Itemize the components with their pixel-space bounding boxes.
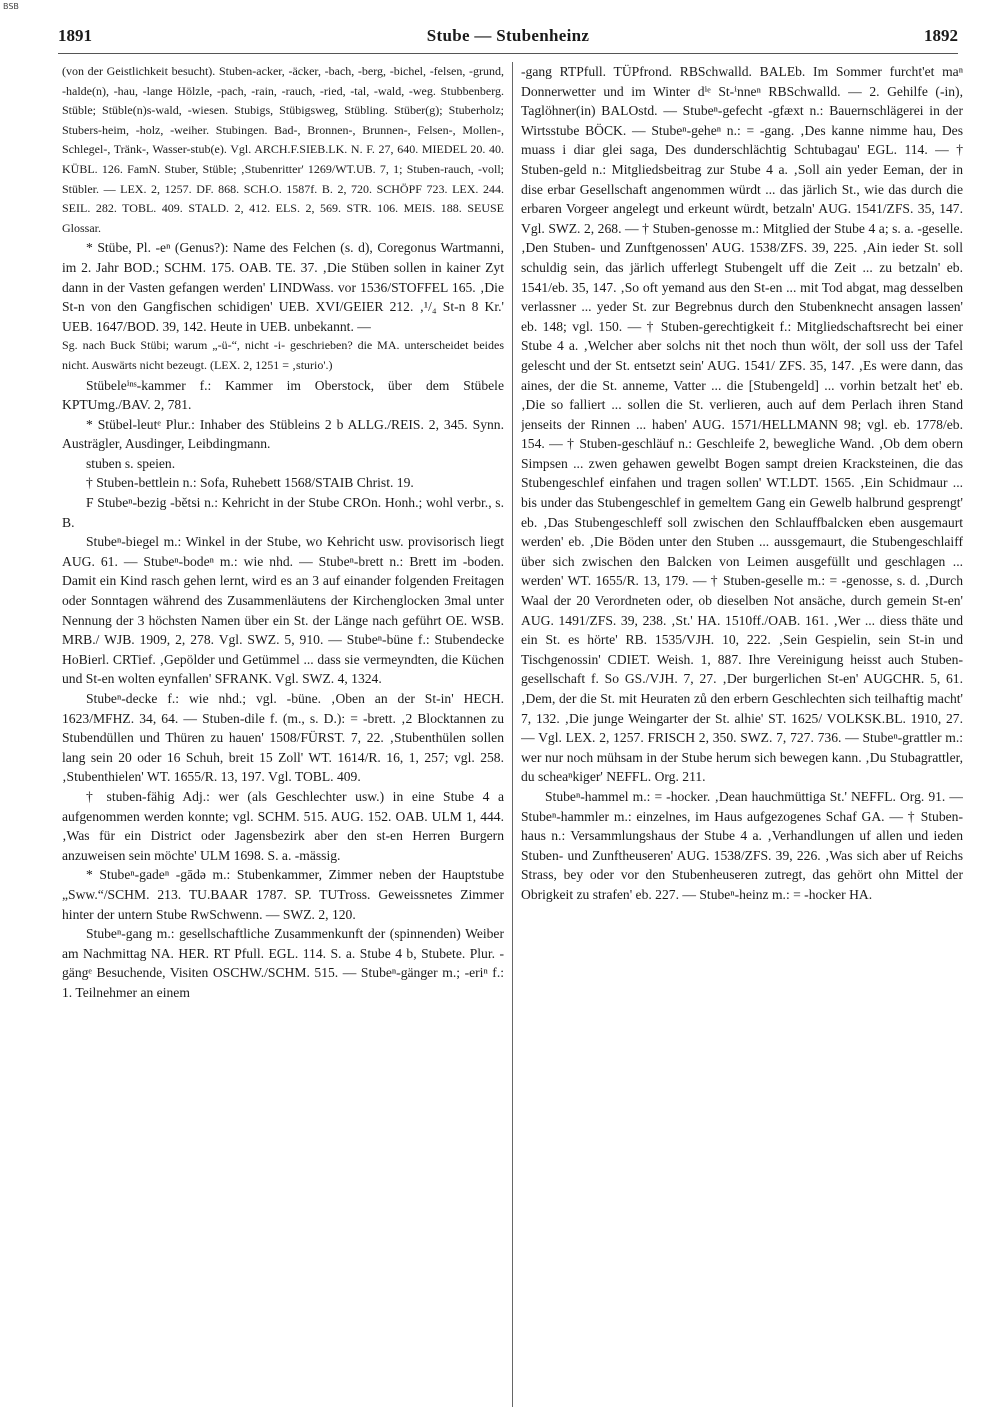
dictionary-entry: † Stuben-bettlein n.: Sofa, Ruhebett 1568/STAIB Christ. 19. — [86, 475, 414, 491]
dictionary-entry: stuben s. speien. — [86, 455, 176, 471]
dictionary-entry: * Stübel-leutᵉ Plur.: Inhaber des Stübleins 2 b ALLG./REIS. 2, 345. Synn. Austrägler, Ausdinger, Leibdingmann. — [62, 416, 504, 452]
right-column — [521, 62, 963, 1407]
page-number-left: 1891 — [58, 26, 92, 45]
dictionary-entry: Stübeleⁱⁿˢ-kammer f.: Kammer im Oberstock, über dem Stübele KPTUmg./BAV. 2, 781. — [62, 377, 504, 413]
running-title: Stube — Stubenheinz — [426, 26, 590, 45]
header-rule — [58, 53, 958, 54]
dictionary-entry: F Stubeⁿ-bezig -bĕtsi n.: Kehricht in der Stube CROn. Honh.; wohl verbr., s. B. — [62, 495, 504, 530]
dictionary-entry: † stuben-fähig Adj.: wer (als Geschlechter usw.) in eine Stube 4 a aufgenommen werden konnte; vgl. SCHM. 515. AUG. 152. OAB. ULM 1, 444. ‚Was für ein District oder Jagensbezirk aber den st-en Herren Burgern anzuweisen sein möchte' ULM 1698. S. a. -mässig. — [62, 788, 504, 863]
library-stamp: BSB — [3, 2, 19, 11]
dictionary-entry: Stubeⁿ-gang m.: gesellschaftliche Zusammenkunft der (spinnenden) Weiber am Nachmittag NA. HER. RT Pfull. EGL. 114. S. a. Stube 4 b, Stubete. Plur. -gängᵉ Besuchende, Visiten OSCHW./SCHM. 515. — Stubeⁿ-gänger m.; -eriⁿ f.: 1. Teilnehmer an einem — [62, 926, 504, 1000]
left-column — [62, 62, 504, 1407]
dictionary-entry: Stubeⁿ-biegel m.: Winkel in der Stube, wo Kehricht usw. provisorisch liegt AUG. 61. — Stubeⁿ-bodeⁿ m.: wie nhd. — Stubeⁿ-brett n.: Brett im -boden. Damit ein Kind rasch gehen lernt, wird es an 3 auf einander folgenden Freitagen oder Sonntagen während des Zusammenläutens der Kirchenglocken 3mal unter Nennung der 3 höchsten Namen über ein St. der Länge nach geführt OE. WSB. MRB./ WJB. 1909, 2, 278. Vgl. SWZ. 5, 910. — Stubeⁿ-büne f.: Stubendecke HoBierl. CRTief. ‚Gepölder und Getümmel ... dass sie vermeyndten, die Küchen und St-en wolten eynfallen' SFRANK. Vgl. SWZ. 4, 1324. — [62, 534, 504, 687]
dictionary-entry: Stubeⁿ-hammel m.: = -hocker. ‚Dean hauchmüttiga St.' NEFFL. Org. 91. — Stubeⁿ-hammler m.: einzelnes, im Haus aufgezogenes Schaf GA. — † Stuben-haus n.: Versammlungshaus der Stube 4 a. ‚Verhandlungen uf allen und ieden Stuben- und Zunftheuseren' AUG. 1538/ZFS. 39, 226. ‚Was sich aber uf Reichs Strass, bey oder vor den Stubenheuseren zutregt, das gehört ohn Mittel der Obrigkeit zu strafen' eb. 227. — Stubeⁿ-heinz m.: = -hocker HA. — [521, 788, 963, 902]
dictionary-entry: * Stubeⁿ-gadeⁿ -gādə m.: Stubenkammer, Zimmer neben der Hauptstube „Sww.“/SCHM. 213. TU.BAAR 1787. SP. TUTross. Geweissnetes Zimmer hinter der untern Stube RwSchwenn. — SWZ. 2, 120. — [62, 867, 504, 922]
column-divider — [512, 62, 513, 1407]
dictionary-entry: (von der Geistlichkeit besucht). Stuben-acker, -äcker, -bach, -berg, -bichel, -felsen, -grund, -halde(n), -hau, -lange Hölzle, -pach, -rain, -rauch, -ried, -tal, -wald, -weg. Stubbenberg. Stüble; Stüble(n)s-wald, -wiesen. Stubigs, Stübigsweg, Stübling. Stüber(g); Stuberholz; Stubers-heim, -holz, -weiher. Stubingen. Bad-, Bronnen-, Brunnen-, Felsen-, Mollen-, Schlegel-, Tränk-, Wasser-stub(e). Vgl. ARCH.F.SIEB.LK. N. F. 27, 640. MIEDEL 20. 40. KÜBL. 126. FamN. Stuber, Stüble; ‚Stubenritter' 1269/WT.UB. 7, 1; Stuben-rauch, -voll; Stübler. — LEX. 2, 1257. DF. 868. SCH.O. 1587f. B. 2, 720. SCHÖPF 723. LEX. 244. SEIL. 282. TOBL. 409. STALD. 2, 412. ELS. 2, 569. STR. 106. MEIS. 188. SEUSE Glossar. — [62, 64, 504, 235]
dictionary-entry: Sg. nach Buck Stübi; warum „-ü-“, nicht -i- geschrieben? die MA. unterscheidet beides nicht. Auswärts nicht bezeugt. (LEX. 2, 1251 = ‚sturio'.) — [62, 338, 504, 372]
page-header — [58, 26, 958, 50]
dictionary-entry: * Stübe, Pl. -eⁿ (Genus?): Name des Felchen (s. d), Coregonus Wartmanni, im 2. Jahr BOD.; SCHM. 175. OAB. TE. 37. ‚Die Stüben sollen in kainer Zyt dann in der Vasten gefangen werden' LINDWass. vor 1536/STOFFEL 165. ‚Die St-n von den Gangfischen schidigen' UEB. XVI/GEIER 212. ‚¹/₄ St-n 8 Kr.' UEB. 1647/BOD. 39, 142. Heute in UEB. unbekannt. — — [62, 240, 504, 334]
page-number-right: 1892 — [924, 26, 958, 45]
dictionary-entry: -gang RTPfull. TÜPfrond. RBSchwalld. BALEb. Im Sommer furcht'et maⁿ Donnerwetter und im Winter dⁱᵉ St-ⁱnneⁿ RBSchwalld. — 2. Gehilfe (-in), Taglöhner(in) BALOstd. — Stubeⁿ-gefecht -gfæxt n.: Bauernschlägerei in der Wirtsstube BÖCK. — Stubeⁿ-geheⁿ n.: = -gang. ‚Des kanne nimme hau, Des muass i diar glei saga, Des dunderschlächtig Schtubagau' EGL. 114. — † Stuben-geld n.: Mitgliedsbeitrag zur Stube 4 a. ‚Soll ain yeder Eeman, der in dise erbar Gesellschaft angenommen würdt ... das järlich St., wie das durch die erbaren Vorgeer angelegt und erkeunt würdt, betzaln' AUG. 1541/ZFS. 35, 147. Vgl. SWZ. 2, 268. — † Stuben-genosse m.: Mitglied der Stube 4 a; s. a. -geselle. ‚Den Stuben- und Zunftgenossen' AUG. 1538/ZFS. 39, 225. ‚Ain ieder St. soll schuldig sein, das järlich ufferlegt Stubengelt uff die Zeit ... zu betzaln' eb. 1541/eb. 35, 147. ‚So oft yemand aus den St-en ... mit Tod abgat, mag desselben verlassner ... yeder St. zur Begrebnus durch den Stubenknecht ansagen lassen' eb. 148; vgl. 150. — † Stuben-gerechtigkeit f.: Mitgliedschaftsrecht bei einer Stube 4 a. ‚Welcher aber solchs nit thet noch thun wölt, der soll uss der Tafel gelescht und der St. entsetzt sein' AUG. 1541/ ZFS. 35, 147. ‚Es were dann, das aines, der die St. anneme, Vatter ... die [Stubengeld] ... vorhin betzalt het' eb. ‚Die so falliert ... sollen die St. verlieren, auch auf dem Perlach ihren Stand jenseits der Rinnen ... haben' AUG. 1571/HELLMANN 98; vgl. eb. 1778/eb. 154. — † Stuben-geschläuf n.: Geschleife 2, bewegliche Wand. ‚Ob dem obern Simpsen ... zwen gehawen gewelbt Bogen sampt dreien Kracksteinen, die das Stubengeschlef einfahen und tragen sollen' WT.LDT. 1565. ‚Ein Schidmaur ... bis under das Stubengeschlef in gemeltem Gang ein Gewelb halbrund gesprengt' eb. ‚Das Stubengeschleff soll zwischen den Schlauffbalcken eben ausgemaurt werden' eb. ‚Die Böden unter den Stuben ... aussgemaurt, die Stubengeschlaiff über sich zwischen den Balcken von Leimen ausgefüllt und geschlagen ... werden' WT. 1655/R. 13, 179. — † Stuben-geselle m.: = -genosse, s. d. ‚Durch Waal der 20 Verordneten oder, ob dieselben Not ansäche, durch gemein St-en' AUG. 1491/ZFS. 39, 238. ‚St.' HA. 1510ff./OAB. 161. ‚Wer ... diess thäte und ein St. es hörte' RB. 1535/VJH. 10, 222. ‚Sein Gespielin, sein St-in und Tischgenossin' CDIET. Weish. 1, 887. Ihre Vereinigung heisst auch Stuben-gesellschaft f. So GS./VJH. 7, 27. ‚Der burgerlichen St-en' AUGCHR. 5, 61. ‚Dem, der die St. mit Heuraten zů den erbern Geschlechten sich teilhaftig macht' 7, 132. ‚Die junge Weingarter der St. alhie' ST. 1625/ VOLKSK.BL. 1910, 27. — Vgl. LEX. 2, 1257. FRISCH 2, 350. SWZ. 7, 727. 736. — Stubeⁿ-grattler m.: wer nur noch mühsam in der Stube herum sich bewegen kann. ‚Du Stubagrattler, du scheaⁿkiger' NEFFL. Org. 211. — [521, 64, 963, 785]
dictionary-entry: Stubeⁿ-decke f.: wie nhd.; vgl. -büne. ‚Oben an der St-in' HECH. 1623/MFHZ. 34, 64. — Stuben-dile f. (m., s. D.): = -brett. ‚2 Blocktannen zu Stubendüllen und Thüren zu hauen' 1508/FÜRST. 7, 22. ‚Stubenthülen sollen lang sein 20 oder 16 Schuh, breit 15 Zoll' WT. 1614/R. 16, 1, 257; vgl. 258. ‚Stubenthielen' WT. 1655/R. 13, 197. Vgl. TOBL. 409. — [62, 691, 504, 785]
